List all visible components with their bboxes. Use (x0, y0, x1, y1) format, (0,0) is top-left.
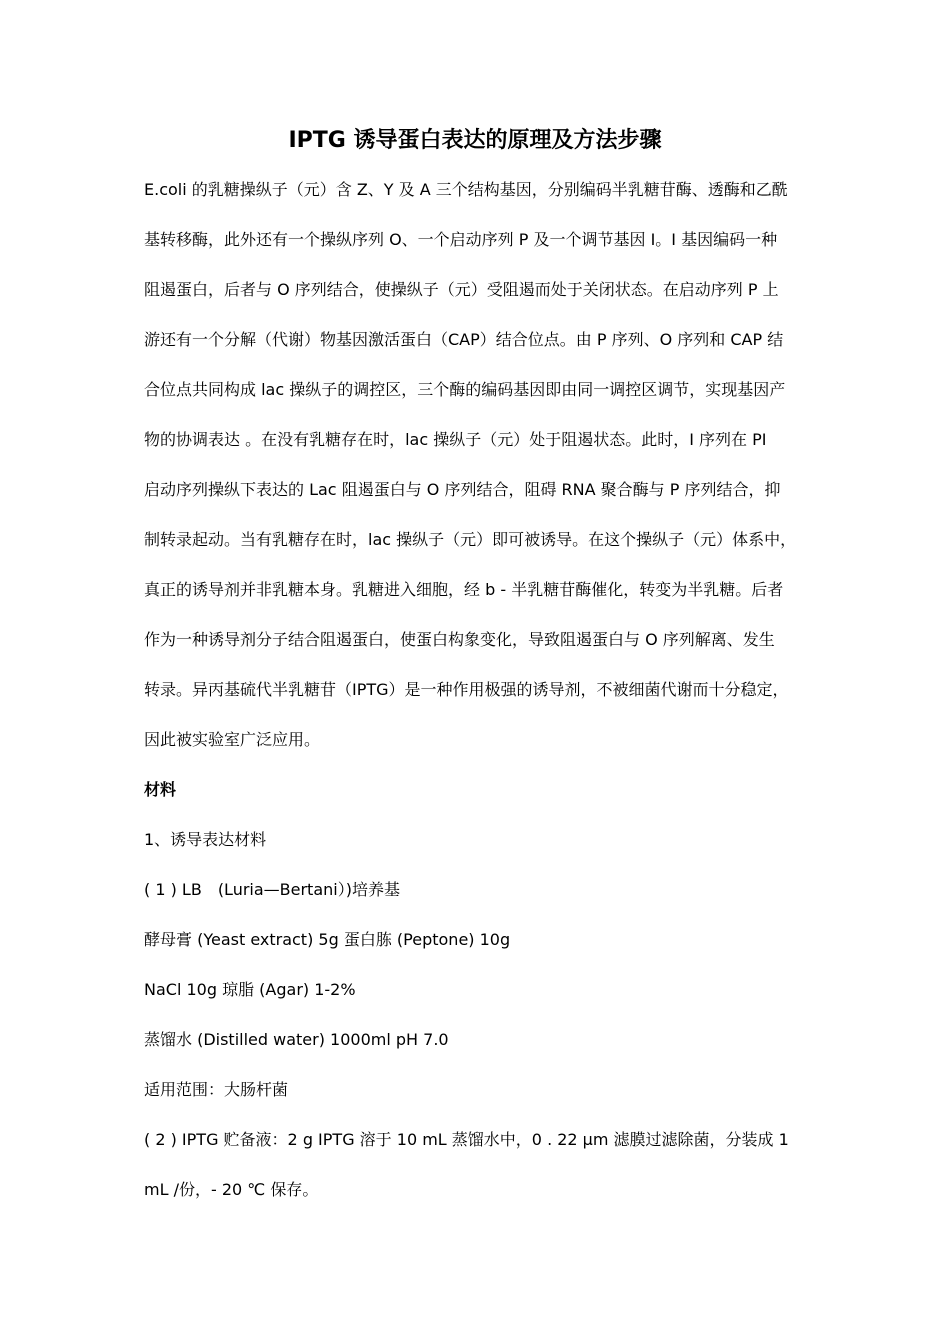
paragraph-line: 转录。异丙基硫代半乳糖苷（IPTG）是一种作用极强的诱导剂，不被细菌代谢而十分稳定， (144, 680, 789, 699)
paragraph-line: 真正的诱导剂并非乳糖本身。乳糖进入细胞，经 b - 半乳糖苷酶催化，转变为半乳糖。后者 (144, 580, 784, 599)
paragraph-line: 启动序列操纵下表达的 Lac 阻遏蛋白与 O 序列结合，阻碍 RNA 聚合酶与 P 序列结合，抑 (144, 480, 781, 499)
paragraph-line: 合位点共同构成 lac 操纵子的调控区，三个酶的编码基因即由同一调控区调节，实现基因产 (144, 380, 786, 399)
materials-line: 蒸馏水 (Distilled water) 1000ml pH 7.0 (144, 1030, 449, 1049)
document-title: IPTG 诱导蛋白表达的原理及方法步骤 (288, 128, 662, 153)
paragraph-line: E.coli 的乳糖操纵子（元）含 Z、Y 及 A 三个结构基因，分别编码半乳糖苷酶、透酶和乙酰 (144, 180, 788, 199)
materials-line: mL /份，- 20 ℃ 保存。 (144, 1180, 319, 1199)
materials-heading: 材料 (144, 780, 177, 799)
materials-line: 酵母膏 (Yeast extract) 5g 蛋白胨 (Peptone) 10g (144, 930, 511, 949)
paragraph-line: 因此被实验室广泛应用。 (144, 730, 321, 749)
materials-line: NaCl 10g 琼脂 (Agar) 1-2% (144, 980, 356, 999)
materials-line: 适用范围：大肠杆菌 (144, 1080, 289, 1099)
paragraph-line: 基转移酶，此外还有一个操纵序列 O、一个启动序列 P 及一个调节基因 I。I 基因编码一种 (144, 230, 778, 249)
paragraph-line: 游还有一个分解（代谢）物基因激活蛋白（CAP）结合位点。由 P 序列、O 序列和 CAP 结 (144, 330, 784, 349)
paragraph-line: 阻遏蛋白，后者与 O 序列结合，使操纵子（元）受阻遏而处于关闭状态。在启动序列 P 上 (144, 280, 779, 299)
paragraph-line: 制转录起动。当有乳糖存在时，lac 操纵子（元）即可被诱导。在这个操纵子（元）体系中， (144, 530, 797, 549)
materials-line: ( 1 ) LB (Luria—Bertani）)培养基 (144, 880, 400, 899)
materials-line: 1、诱导表达材料 (144, 830, 267, 849)
paragraph-line: 作为一种诱导剂分子结合阻遏蛋白，使蛋白构象变化，导致阻遏蛋白与 O 序列解离、发生 (144, 630, 775, 649)
paragraph-line: 物的协调表达 。在没有乳糖存在时，lac 操纵子（元）处于阻遏状态。此时，I 序列在 PI (144, 430, 767, 449)
materials-line: ( 2 ) IPTG 贮备液：2 g IPTG 溶于 10 mL 蒸馏水中，0 . 22 μm 滤膜过滤除菌，分装成 1 (144, 1130, 789, 1149)
